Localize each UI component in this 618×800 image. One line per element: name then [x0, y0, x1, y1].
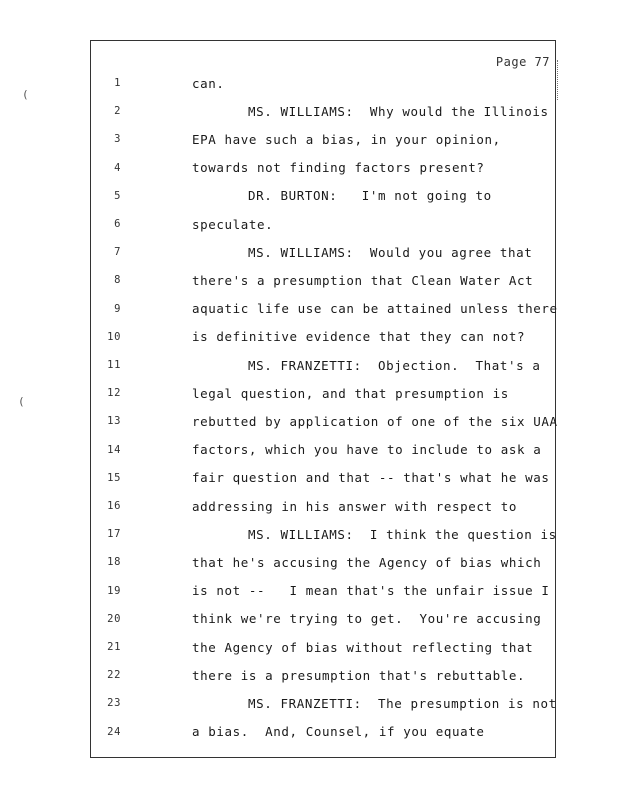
transcript-line [95, 242, 532, 262]
line-number: 4 [114, 161, 121, 174]
transcript-line [95, 129, 501, 149]
line-number: 6 [114, 218, 121, 230]
line-number: 3 [114, 133, 121, 146]
transcript-line [95, 214, 273, 234]
line-text: can. [192, 75, 225, 91]
line-text: addressing in his answer with respect to [192, 498, 518, 514]
transcript-line [95, 524, 557, 544]
line-number: 14 [107, 443, 121, 456]
line-number: 12 [107, 387, 121, 400]
line-number: 8 [114, 274, 121, 287]
line-number: 1 [114, 77, 121, 89]
transcript-line [95, 270, 533, 290]
line-number: 11 [107, 359, 121, 371]
transcript-line [95, 327, 525, 347]
line-text: there's a presumption that Clean Water Act [192, 272, 534, 288]
line-text: MS. FRANZETTI: The presumption is not [248, 695, 557, 711]
line-text: MS. FRANZETTI: Objection. That's a [248, 357, 541, 373]
line-number: 18 [107, 556, 121, 569]
transcript-line [95, 468, 550, 488]
line-number: 17 [107, 528, 121, 541]
transcript-line [95, 158, 485, 178]
line-text: that he's accusing the Agency of bias which [192, 554, 542, 570]
line-text: think we're trying to get. You're accusing [192, 611, 542, 627]
transcript-line [95, 693, 557, 713]
transcript-line [95, 581, 550, 601]
transcript-line [95, 73, 225, 93]
line-text: EPA have such a bias, in your opinion, [192, 131, 501, 147]
line-number: 2 [114, 105, 121, 118]
line-text: legal question, and that presumption is [192, 385, 509, 401]
line-number: 10 [107, 330, 121, 343]
line-text: aquatic life use can be attained unless there [192, 301, 558, 317]
transcript-line [95, 440, 541, 460]
line-text: is definitive evidence that they can not? [192, 329, 526, 345]
line-text: a bias. And, Counsel, if you equate [192, 724, 485, 740]
transcript-line [95, 355, 541, 375]
transcript-line [95, 637, 533, 657]
line-number: 20 [107, 612, 121, 625]
transcript-line [95, 609, 541, 629]
line-number: 22 [107, 669, 121, 682]
line-number: 9 [114, 302, 121, 315]
transcript-line [95, 411, 558, 431]
margin-bracket-mark: ( [18, 395, 25, 408]
margin-bracket-mark: ( [22, 88, 29, 101]
transcript-line [95, 552, 541, 572]
line-text: MS. WILLIAMS: Why would the Illinois [248, 103, 549, 119]
line-text: speculate. [192, 216, 274, 232]
transcript-line [95, 101, 549, 121]
line-number: 21 [107, 641, 121, 653]
line-number: 16 [107, 500, 121, 512]
line-text: there is a presumption that's rebuttable. [192, 667, 526, 683]
transcript-line [95, 299, 558, 319]
line-number: 19 [107, 584, 121, 597]
line-text: rebutted by application of one of the six UAA [192, 413, 558, 429]
line-text: DR. BURTON: I'm not going to [248, 188, 492, 204]
line-text: MS. WILLIAMS: I think the question is [248, 526, 557, 542]
transcript-line [95, 496, 517, 516]
transcript-line [95, 665, 525, 685]
line-text: factors, which you have to include to ask a [192, 442, 542, 458]
line-number: 5 [114, 189, 121, 202]
page-number: Page 77 [495, 55, 550, 69]
transcript-line [95, 722, 485, 742]
line-text: is not -- I mean that's the unfair issue I [192, 583, 550, 599]
line-text: the Agency of bias without reflecting that [192, 639, 534, 655]
line-number: 24 [107, 725, 121, 738]
line-number: 13 [107, 415, 121, 428]
line-number: 7 [114, 246, 121, 259]
line-text: fair question and that -- that's what he was [192, 470, 550, 486]
line-number: 23 [107, 697, 121, 710]
line-text: towards not finding factors present? [192, 160, 485, 176]
transcript-line [95, 186, 492, 206]
line-text: MS. WILLIAMS: Would you agree that [248, 244, 533, 260]
transcript-line [95, 383, 509, 403]
scan-edge-noise [557, 60, 558, 100]
line-number: 15 [107, 471, 121, 484]
